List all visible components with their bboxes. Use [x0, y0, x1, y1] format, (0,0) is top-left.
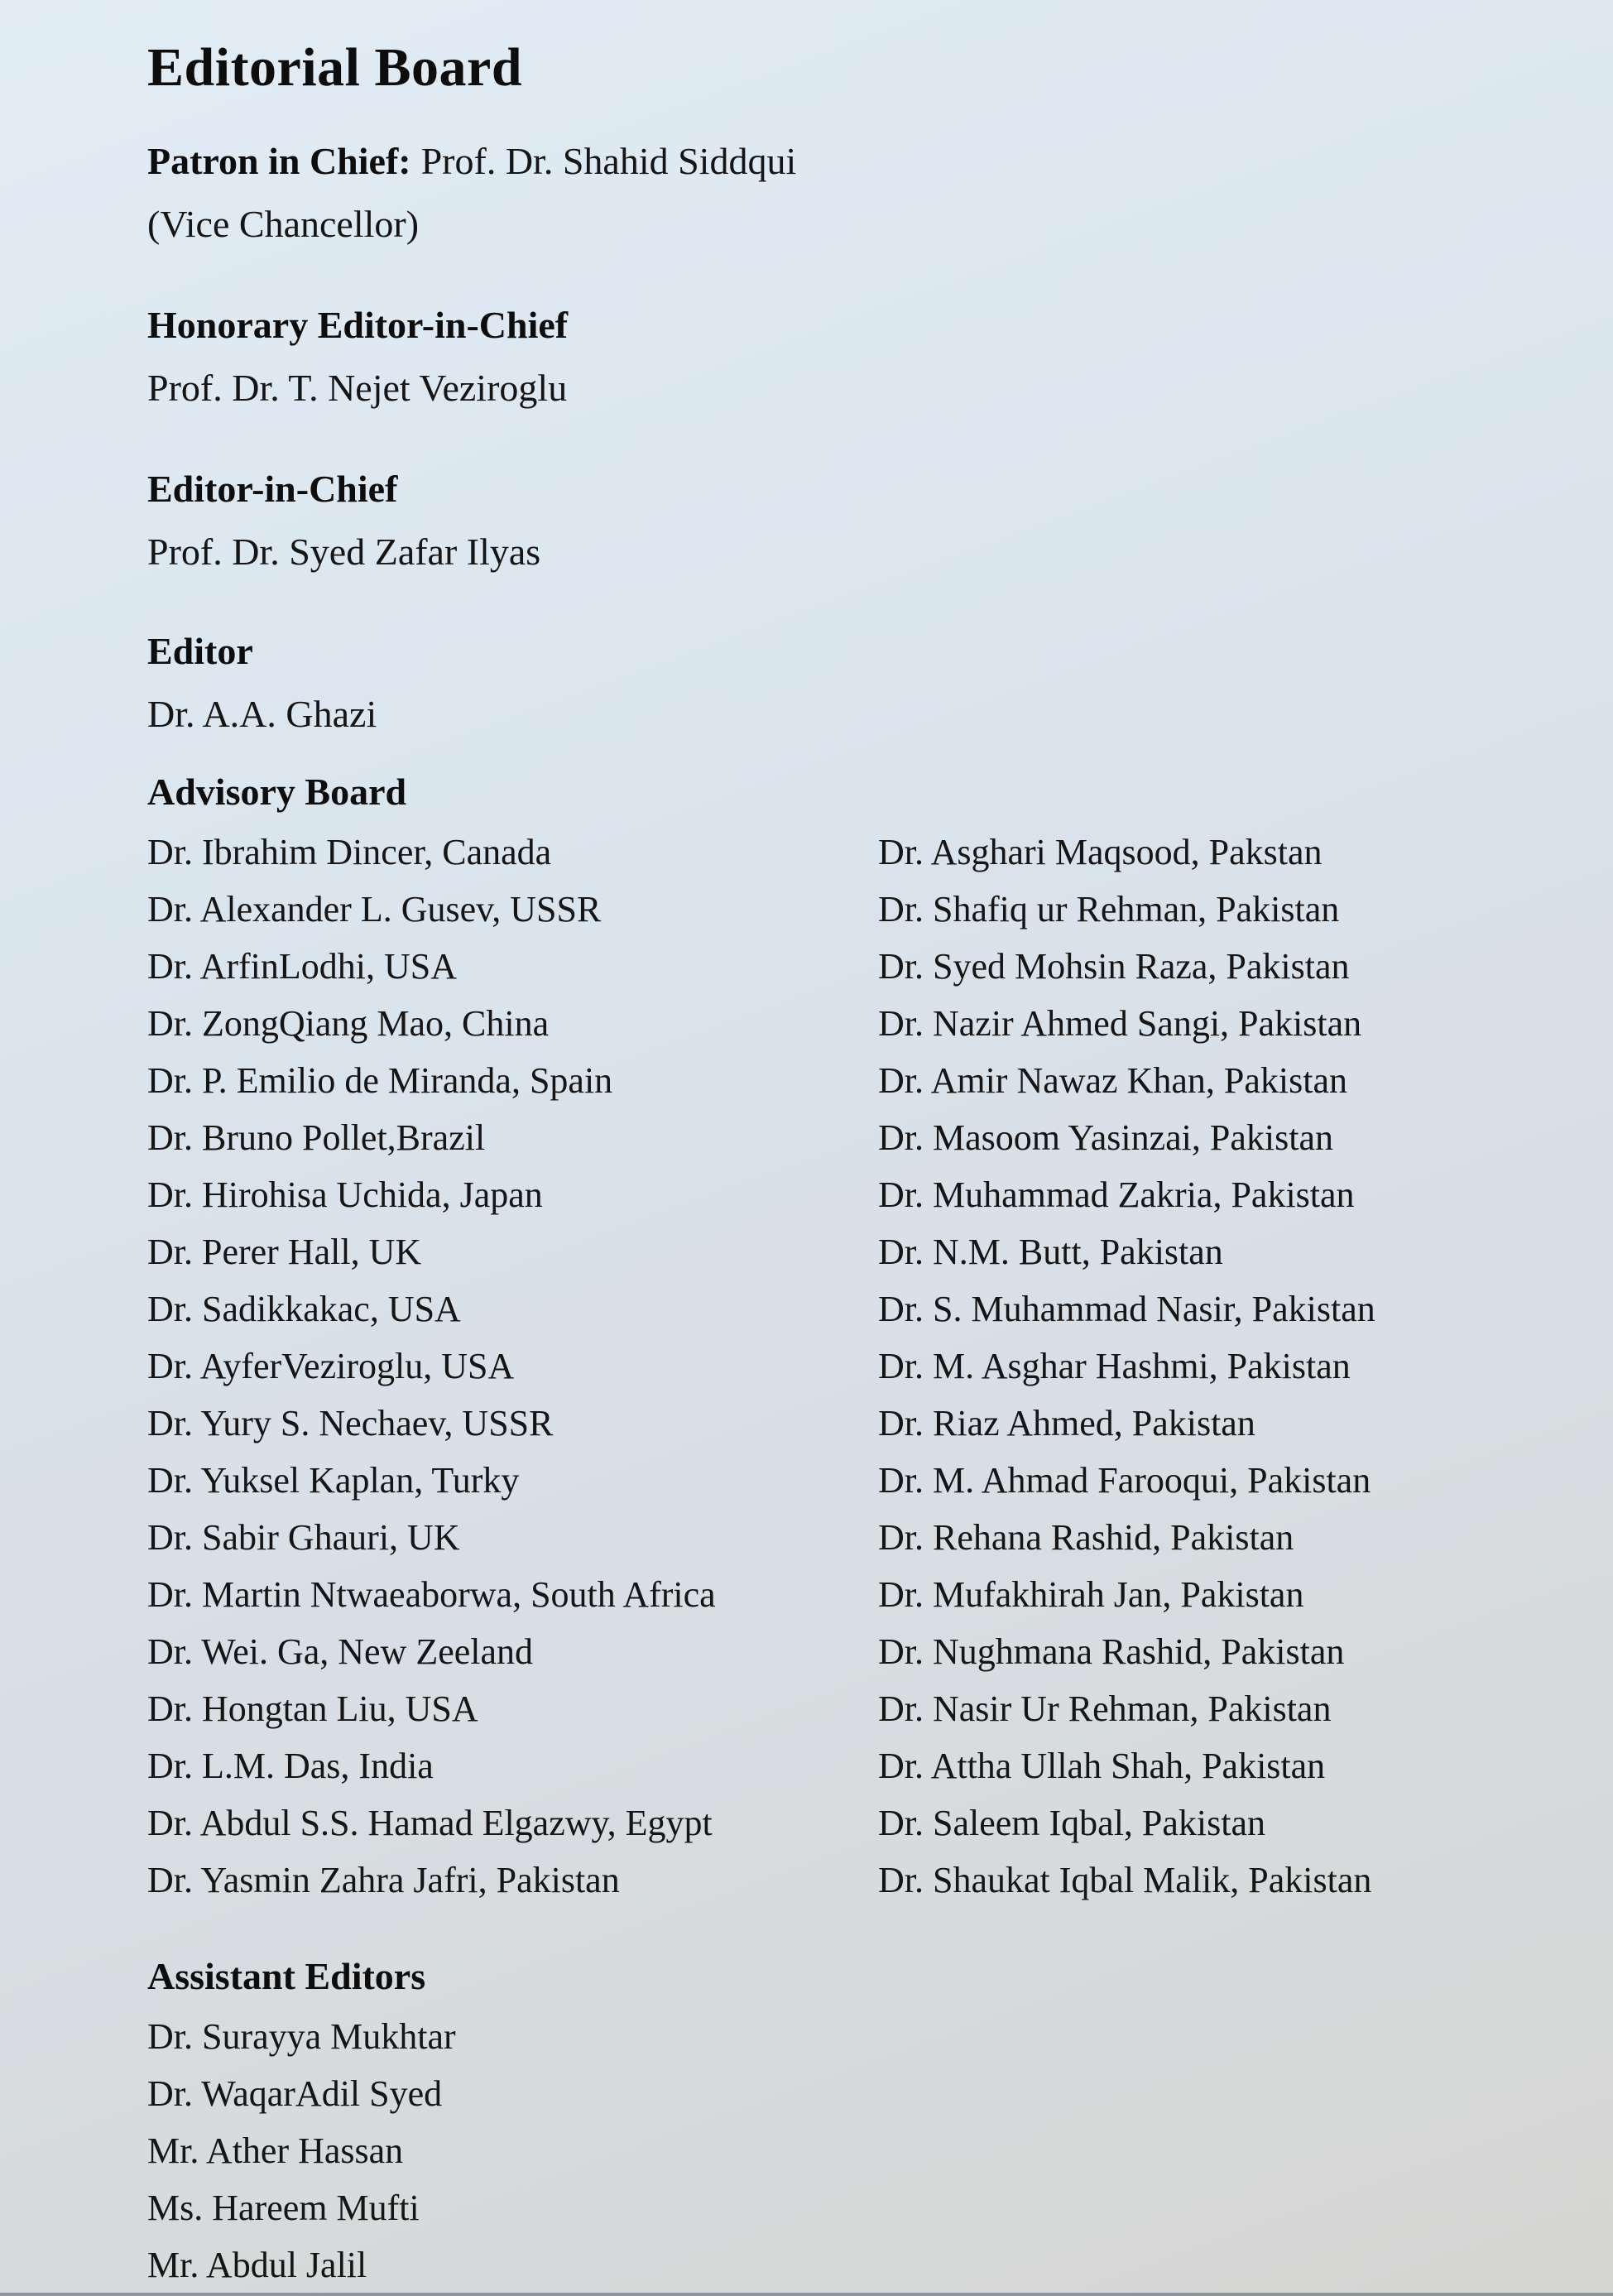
advisory-member: Dr. Masoom Yasinzai, Pakistan	[878, 1117, 1333, 1158]
advisory-column-right	[878, 824, 1555, 1909]
advisory-member: Dr. L.M. Das, India	[147, 1746, 434, 1786]
advisory-member: Dr. Wei. Ga, New Zeeland	[147, 1631, 534, 1672]
advisory-member: Dr. Perer Hall, UK	[147, 1232, 422, 1272]
patron-block	[147, 130, 1555, 256]
advisory-member: Dr. Nasir Ur Rehman, Pakistan	[878, 1688, 1332, 1729]
advisory-member: Dr. Bruno Pollet,Brazil	[147, 1117, 486, 1158]
advisory-member: Dr. Rehana Rashid, Pakistan	[878, 1517, 1294, 1558]
advisory-member: Dr. M. Asghar Hashmi, Pakistan	[878, 1346, 1351, 1386]
assistant-editor: Mr. Abdul Jalil	[147, 2245, 367, 2285]
patron-suffix: (Vice Chancellor)	[147, 203, 420, 245]
assistant-editors-heading: Assistant Editors	[147, 1955, 426, 1997]
editor-name: Dr. A.A. Ghazi	[147, 693, 377, 735]
patron-label: Patron in Chief:	[147, 140, 411, 182]
advisory-member: Dr. Alexander L. Gusev, USSR	[147, 889, 602, 929]
advisory-member: Dr. Hongtan Liu, USA	[147, 1688, 478, 1729]
advisory-member: Dr. Nazir Ahmed Sangi, Pakistan	[878, 1003, 1362, 1044]
advisory-member: Dr. ArfinLodhi, USA	[147, 946, 457, 987]
editor-in-chief-name: Prof. Dr. Syed Zafar Ilyas	[147, 531, 541, 573]
editor-in-chief-section	[147, 458, 1555, 584]
advisory-board-heading: Advisory Board	[147, 771, 407, 813]
advisory-board-columns	[147, 824, 1555, 1909]
advisory-member: Dr. Attha Ullah Shah, Pakistan	[878, 1746, 1326, 1786]
honorary-editor-name: Prof. Dr. T. Nejet Veziroglu	[147, 367, 568, 409]
advisory-member: Dr. M. Ahmad Farooqui, Pakistan	[878, 1460, 1371, 1501]
assistant-editor: Ms. Hareem Mufti	[147, 2188, 420, 2228]
advisory-member: Dr. Asghari Maqsood, Pakstan	[878, 832, 1323, 872]
advisory-member: Dr. Shaukat Iqbal Malik, Pakistan	[878, 1860, 1372, 1900]
advisory-member: Dr. Hirohisa Uchida, Japan	[147, 1174, 543, 1215]
assistant-editors-section	[147, 1945, 1555, 2294]
editor-section	[147, 620, 1555, 746]
editor-in-chief-heading: Editor-in-Chief	[147, 468, 398, 510]
assistant-editors-list	[147, 2008, 1555, 2294]
advisory-member: Dr. Sadikkakac, USA	[147, 1289, 461, 1329]
patron-line	[147, 130, 1555, 193]
page-title: Editorial Board	[147, 37, 523, 98]
advisory-member: Dr. Amir Nawaz Khan, Pakistan	[878, 1060, 1347, 1101]
advisory-member: Dr. Yasmin Zahra Jafri, Pakistan	[147, 1860, 620, 1900]
assistant-editor: Dr. Surayya Mukhtar	[147, 2016, 456, 2057]
assistant-editor: Mr. Ather Hassan	[147, 2130, 404, 2171]
advisory-member: Dr. Yuksel Kaplan, Turky	[147, 1460, 520, 1501]
advisory-member: Dr. Saleem Iqbal, Pakistan	[878, 1803, 1266, 1843]
advisory-member: Dr. Yury S. Nechaev, USSR	[147, 1403, 554, 1443]
advisory-member: Dr. AyferVeziroglu, USA	[147, 1346, 515, 1386]
advisory-member: Dr. Abdul S.S. Hamad Elgazwy, Egypt	[147, 1803, 713, 1843]
advisory-member: Dr. P. Emilio de Miranda, Spain	[147, 1060, 613, 1101]
advisory-column-left	[147, 824, 878, 1909]
advisory-member: Dr. Shafiq ur Rehman, Pakistan	[878, 889, 1340, 929]
advisory-member: Dr. Nughmana Rashid, Pakistan	[878, 1631, 1345, 1672]
advisory-member: Dr. S. Muhammad Nasir, Pakistan	[878, 1289, 1375, 1329]
advisory-member: Dr. Sabir Ghauri, UK	[147, 1517, 460, 1558]
advisory-member: Dr. Mufakhirah Jan, Pakistan	[878, 1574, 1304, 1615]
patron-name: Prof. Dr. Shahid Siddqui	[420, 140, 797, 182]
advisory-board-section	[147, 761, 1555, 1909]
assistant-editor: Dr. WaqarAdil Syed	[147, 2073, 443, 2114]
page-bottom-edge	[0, 2293, 1613, 2296]
advisory-member: Dr. Ibrahim Dincer, Canada	[147, 832, 552, 872]
advisory-member: Dr. N.M. Butt, Pakistan	[878, 1232, 1223, 1272]
editor-heading: Editor	[147, 630, 253, 672]
advisory-member: Dr. Syed Mohsin Raza, Pakistan	[878, 946, 1350, 987]
advisory-member: Dr. Muhammad Zakria, Pakistan	[878, 1174, 1355, 1215]
advisory-member: Dr. Riaz Ahmed, Pakistan	[878, 1403, 1255, 1443]
advisory-member: Dr. Martin Ntwaeaborwa, South Africa	[147, 1574, 716, 1615]
advisory-member: Dr. ZongQiang Mao, China	[147, 1003, 550, 1044]
honorary-editor-heading: Honorary Editor-in-Chief	[147, 304, 569, 346]
honorary-editor-section	[147, 294, 1555, 420]
